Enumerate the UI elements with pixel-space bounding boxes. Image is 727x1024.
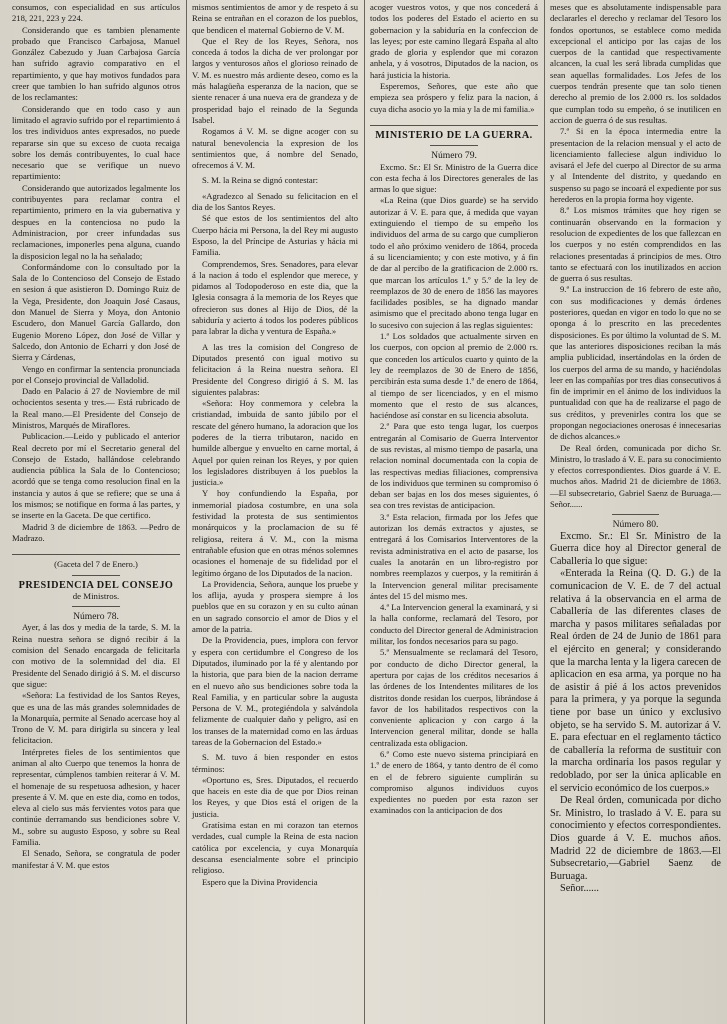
paragraph: S. M. tuvo á bien responder en estos términos:: [192, 752, 358, 774]
paragraph: Excmo. Sr.: El Sr. Ministro de la Guerra dice con esta fecha á los Directores generales de las armas lo que sigue:: [370, 161, 538, 195]
paragraph: Excmo. Sr.: El Sr. Ministro de la Guerra dice hoy al Director general de Caballería lo que sigue:: [550, 530, 721, 567]
item-number-78: Número 78.: [73, 611, 119, 623]
paragraph: La Providencia, Señora, aunque los pruebe y los aflija, ayuda y prospera siempre á los pueblos que en su corazon y en su culto aúnan en un sagrado consorcio el amor de Dios y el amor de la patria.: [192, 578, 358, 635]
item-number-79: Número 79.: [431, 150, 477, 162]
paragraph: De Real órden, comunicada por dicho Sr. Ministro, lo traslado á V. E. para su conocimiento y efectos correspondientes. Dios guarde á V. E. muchos años. Madrid 22 de diciembre de 1863.—El Subsecretario,—Gabriel Saenz de Buruaga.: [550, 795, 721, 882]
paragraph: Conformándome con lo consultado por la Sala de lo Contencioso del Consejo de Estado en sesion á que asistieron D. Domingo Ruiz de la Vega, Presidente, don Joaquin José Casaus, don Manuel de Sierra y Moya, don Antonio Escudero, don Manuel García Gallardo, don Eugenio Moreno López, don José de Villar y Salcedo, don Antonio de Echarri y don José de Sierra y Cárdenas,: [12, 261, 180, 363]
paragraph: Gratísima estan en mi corazon tan eternos verdades, cual cumple la Reina de esta nacion católica por excelencia, y cuya Monarquía descansa esencialmente sobre el principio religioso.: [192, 820, 358, 876]
paragraph: 5.ª Mensualmente se reclamará del Tesoro, por conducto de dicho Director general, la apertura por cajas de los créditos necesarios á las órdenes de los Intendentes militares de los distritos donde residan los cuerpos, librándose á favor de los habilitados respectivos con la conveniente aplicacion y con cargo á la Intervencion general militar, donde se halla centralizada esta obligacion.: [370, 647, 538, 748]
paragraph: Espero que la Divina Providencia: [202, 876, 318, 887]
divider: [430, 145, 477, 146]
paragraph: De la Providencia, pues, implora con fervor y espera con certidumbre el Congreso de los Diputados, iluminado por la fé y alentando por la historia, que para bien de la nacion derrame en el nuevo año sus bendiciones sobre toda la Real Familia, y en particular sobre la augusta Persona de V. M., protegiéndola y salvándola felizmente de cualquier daño y peligro, así en los transes de la maternidad como en las árduas tareas de la Gobernacion del Estado.»: [192, 635, 358, 747]
paragraph: «Agradezco al Senado su felicitacion en el dia de los Santos Reyes.: [192, 190, 358, 213]
section-subheading: de Ministros.: [72, 590, 120, 601]
paragraph: «Enterada la Reina (Q. D. G.) de la comunicacion de V. E. de 7 del actual relativa á la observancia en el arma de Caballería de las diferentes clases de marcha y pasos militares señaladas por Real órden de 24 de Junio de 1861 para el ejército en general; y considerando que la marcha lenta y la ligera carecen de aplicacion en esa arma, ya porque no ha de asistir á pié á los actos prevenidos para la primera, y ya porque la segunda tiene por base un único y exclusivo objeto, se ha servido S. M. autorizar á V. E. para efectuar en el reglamento táctico de caballería la reforma de sustituir con la marcha ordinaria los pasos regular y redoblado, por ser la única aplicable en el servicio económico de los cuerpos.»: [550, 568, 721, 794]
paragraph: Considerando que es tambien plenamente probado que Francisco Carbajosa, Manuel González Cabezudo y Juan Carbajosa García han sufrido agravio comparativo en el repartimiento, y que hay motivos fundados para creer que tambien lo han sufrido algunos otros de los reclamantes:: [12, 24, 180, 103]
paragraph: 8.ª Los mismos trámites que hoy rigen se continuarán observando en la formacion y resolucion de expedientes de los que fallezcan en los cuerpos y no estén comprendidos en las relaciones presentadas á principios de mes. Otro tanto se efectuará con los inutilizados en accion de guerra ó sus resultas.: [550, 205, 721, 284]
paragraph: Sé que estos de los sentimientos del alto Cuerpo hácia mi Persona, la del Rey mi augusto Esposo, la del Príncipe de Asturias y hácia mi Familia.: [192, 213, 358, 258]
column-3: [364, 0, 544, 1024]
paragraph: Rogamos á V. M. se digne acoger con su natural benevolencia la expresion de los sentimientos que, á nombre del Senado, ofrecemos á V. M.: [192, 126, 358, 171]
paragraph: Y hoy confundiendo la España, por inmemorial piadosa costumbre, en una sola festividad la protesta de sus sentimientos monárquicos y la proclamacion de su fé religiosa, reitera á V. M., con la misma entrañable efusion que en otras ménos solemnes ocasiones el homenaje de su fidelidad por el legítimo órgano de los Diputados de la nacion.: [192, 488, 358, 578]
divider: [72, 606, 119, 607]
paragraph: acoger vuestros votos, y que nos concederá á todos los poderes del Estado el acierto en su gobernacion y la sabiduría en la confeccion de las leyes; por este camino llegará España al alto grado de gloria y esplendor que mi corazon anhela, y á vosotros, Diputados de la nacion, os hará justicia la historia.: [370, 2, 538, 80]
paragraph: A las tres la comision del Congreso de Diputados presentó con igual motivo su felicitacion á la Reina nuestra señora. El Presidente del Congreso dirigió á S. M. las siguientes palabras:: [192, 341, 358, 397]
paragraph: 3.ª Esta relacion, firmada por los Jefes que autorizan los demás extractos y ajustes, se entregará á los Comisarios Interventores de la revista administrativa en el acto de pasarse, los cuales la anotarán en un libro-registro por nombres reemplazos y cuerpos, y la remitirán á la Intervencion general militar precisamente ántes del 15 del mismo mes.: [370, 511, 538, 601]
section-heading-presidencia: PRESIDENCIA DEL CONSEJO: [18, 579, 174, 591]
paragraph: Vengo en confirmar la sentencia pronunciada por el Consejo provincial de Valladolid.: [12, 363, 180, 385]
paragraph: «Señora: La festividad de los Santos Reyes, que es una de las más grandes solemnidades de la Monarquía, permite al Senado acercase hoy al Trono de V. M. para dirigirla su sincera y leal felicitacion.: [12, 690, 180, 746]
paragraph: Dado en Palacio á 27 de Noviembre de mil ochocientos sesenta y tres.— Está rubricado de la Real mano.—El Presidente del Consejo de Ministros, Marqués de Miraflores.: [12, 386, 180, 430]
paragraph: 9.ª La instruccion de 16 febrero de este año, con sus modificaciones y demás órdenes posteriores, quedan en vigor en todo lo que no se oponga á lo prescrito en las precedentes disposiciones. Es por último la voluntad de S. M. que las anteriores disposiciones reciban la más amplia publicidad, insertándolas en la órden de los cuerpos del arma de su mando, y haciéndolas leer en las compañías por tres dias consecutivos á fin de imprimir en el ánimo de los individuos la puntualidad con que ha de realizarse el pago de sus créditos, y prevenirles contra los que se propongan negociaciones onerosas é innecesarias de dichos alcances.»: [550, 284, 721, 442]
divider: [72, 575, 119, 576]
paragraph: «Oportuno es, Sres. Diputados, el recuerdo que haceis en este dia de que por Dios reinan los Reyes, y que Dios está el origen de la justicia.: [192, 774, 358, 819]
section-heading-guerra: MINISTERIO DE LA GUERRA.: [375, 129, 533, 141]
paragraph: «Señora: Hoy conmemora y celebra la cristiandad, imbuida de santo júbilo por el rescate del género humano, la adoracion que los poderes de la tierra tributaron, nacido en humilde albergue y envuelto en carne mortal, á Aquel por quien reinan los Reyes, y por quien los legisladores distribuyen á los pueblos la justicia.»: [192, 398, 358, 488]
gaceta-date: (Gaceta del 7 de Enero.): [54, 559, 138, 570]
paragraph: consumos, con especialidad en sus artículos 218, 221, 223 y 224.: [12, 2, 180, 24]
paragraph: Que el Rey de los Reyes, Señora, nos conceda á todos la dicha de ver prolongar por largos y venturosos años el glorioso reinado de V. M. es nuestro más ardiente deseo, como es la más halagüeña esperanza de la nacion, que se siente renacer á una nueva era de grandeza y de prosperidad bajo el reinado de la Segunda Isabel.: [192, 35, 358, 125]
divider: [612, 514, 660, 515]
paragraph: meses que es absolutamente indispensable para declararles el derecho y reclamar del Tesoro los fondos oportunos, se establece como medida excepcional el anticipo por las cajas de los cuerpos de la cantidad que respectivamente alcancen, la cual les será librada cumplidas que sean aquellas formalidades. Los Jefes de los cuerpos tendrán presente que tan solo tienen derecho al premio de los 2.000 rs. los soldados que cumplan todo su empeño, ó se inutilicen en accion de guerra ó de sus resultas.: [550, 2, 721, 125]
column-1: [0, 0, 186, 1024]
paragraph: El Senado, Señora, se congratula de poder manifestar á V. M. que estos: [12, 848, 180, 870]
divider: [370, 125, 538, 126]
paragraph: 6.ª Como este nuevo sistema principiará en 1.º de enero de 1864, y tanto dentro de él como en el de febrero siguiente cumplirán su compromiso algunos individuos cuyos expedientes no pueden por esta razon ser examinados con la anticipacion de dos: [370, 749, 538, 816]
paragraph: De Real órden, comunicada por dicho Sr. Ministro, lo traslado á V. E. para su conocimiento y efectos correspondientes. Dios guarde á V. E. muchos años. Madrid 21 de diciembre de 1863.—El subsecretario, Gabriel Saenz de Buruaga.—Señor......: [550, 442, 721, 510]
closing-line: Señor......: [560, 883, 599, 895]
paragraph: 4.ª La Intervencion general la examinará, y si la halla conforme, reclamará del Tesoro, por conducto del Director general de Administracion militar, los fondos necesarios para su pago.: [370, 602, 538, 647]
paragraph: Intérpretes fieles de los sentimientos que animan al alto Cuerpo que tenemos la honra de representar, cúmplenos tambien reiterar á V. M. el homenaje de su respetuosa adhesion, y hacer presente á V. M. que en este dia, como en todos, eleva al cielo sus más fervientes votos para que continúe derramando sus bendiciones sobre V. M., sobre su augusto Esposo, y sobre su Real Familia.: [12, 746, 180, 848]
paragraph: Esperemos, Señores, que este año que empieza sea próspero y feliz para la nacion, á cuya dicha asocio yo la mia y la de mi familia.»: [370, 81, 538, 114]
paragraph: 7.ª Si en la época intermedia entre la presentacion de la relacion mensual y el acto de licenciamiento falleciese algun individuo lo avisará el Jefe del cuerpo al Director de su arma y al Intendente del distrito, y quedando en suspenso su pago se incoará el expediente por sus herederos en la propia forma hoy vigente.: [550, 126, 721, 205]
paragraph: Considerando que en todo caso y aun limitado el agravio sufrido por el repartimiento á los tres individuos antes expresados, no puede repararse sin que su exceso de cuota recaiga sobre los demás contribuyentes, lo cual hace necesario que se verifique un nuevo repartimiento:: [12, 103, 180, 182]
item-number-80: Número 80.: [612, 519, 659, 531]
paragraph: S. M. la Reina se dignó contestar:: [202, 175, 318, 186]
paragraph: mismos sentimientos de amor y de respeto á su Reina se entrañan en el corazon de los pueblos, que bendicen el maternal Gobierno de V. M.: [192, 2, 358, 35]
divider: [12, 554, 180, 555]
paragraph: «La Reina (que Dios guarde) se ha servido autorizar á V. E. para que, á medida que vayan extinguiendo el tiempo de su empeño los individuos del arma de su cargo que cumplieron todo el año próximo venidero de 1864, proceda á su licenciamiento; y con este motivo, y á fin de dar al percibo de la gratificacion de 2.000 rs. que marcan los artículos 1.º y 5.º de la ley de reemplazos de 30 de enero de 1856 las mayores facilidades posibles, se ha dignado mandar asimismo que el precitado abono tenga lugar en lo sucesivo con sujecion á las reglas siguientes:: [370, 195, 538, 330]
paragraph: Publicacion.—Leido y publicado el anterior Real decreto por mí el Secretario general del Consejo de Estado, hallándose celebrando audiencia pública la Sala de lo Contencioso; acordó que se tenga como resolucion final en la instancia y autos á que se refiere; que se una á los mismos; se notifique en forma á las partes, y se inserte en la Gaceta. De que certifico.: [12, 431, 180, 521]
paragraph: 1.ª Los soldados que actualmente sirven en los cuerpos, con opcion al premio de 2.000 rs. que conceden los artículos cuarto y quinto de la ley de reemplazos de 30 de Enero de 1856, percibirán esta suma desde 1.º de enero de 1864, al tiempo de ser licenciados, y en el mismo momento que el resto de sus alcances, haciéndose así constar en su licencia absoluta.: [370, 331, 538, 421]
paragraph: Ayer, á las dos y media de la tarde, S. M. la Reina nuestra señora se dignó recibir á la comision del Senado encargada de felicitarla con motivo de la solemnidad del dia. El Presidente del Senado dirigió á S. M. el discurso que sigue:: [12, 622, 180, 689]
column-4: [544, 0, 727, 1024]
paragraph: Comprendemos, Sres. Senadores, para elevar á la nacion á todo el esplendor que merece, y pidamos al Todopoderoso en este dia, que la Iglesia consagra á la memoria de los Reyes que ofrecieron sus dones al Hijo de Dios, dé la sabiduría y acierto á todos los poderes públicos para labrar la dicha y ventura de España.»: [192, 258, 358, 337]
signature-line: Madrid 3 de diciembre de 1863. —Pedro de Madrazo.: [12, 521, 180, 543]
column-2: [186, 0, 364, 1024]
paragraph: Considerando que autorizados legalmente los contribuyentes para reclamar contra el repartimiento, primero en la via gubernativa y despues en la contenciosa no pudo la Administracion, por creer infundadas sus reclamaciones, imponerles pena alguna, cuando la disposicion legal no la ha señalado;: [12, 182, 180, 261]
paragraph: 2.ª Para que esto tenga lugar, los cuerpos entregarán al Comisario de Guerra Interventor de sus revistas, al mismo tiempo de pasarla, una relacion nominal documentada con la copia de las respectivas medias filiaciones, comprensiva de los individuos que terminen su compromiso ó deban ser bajas en los dos meses siguientes, ó sea con tres revistas de anticipacion.: [370, 421, 538, 511]
